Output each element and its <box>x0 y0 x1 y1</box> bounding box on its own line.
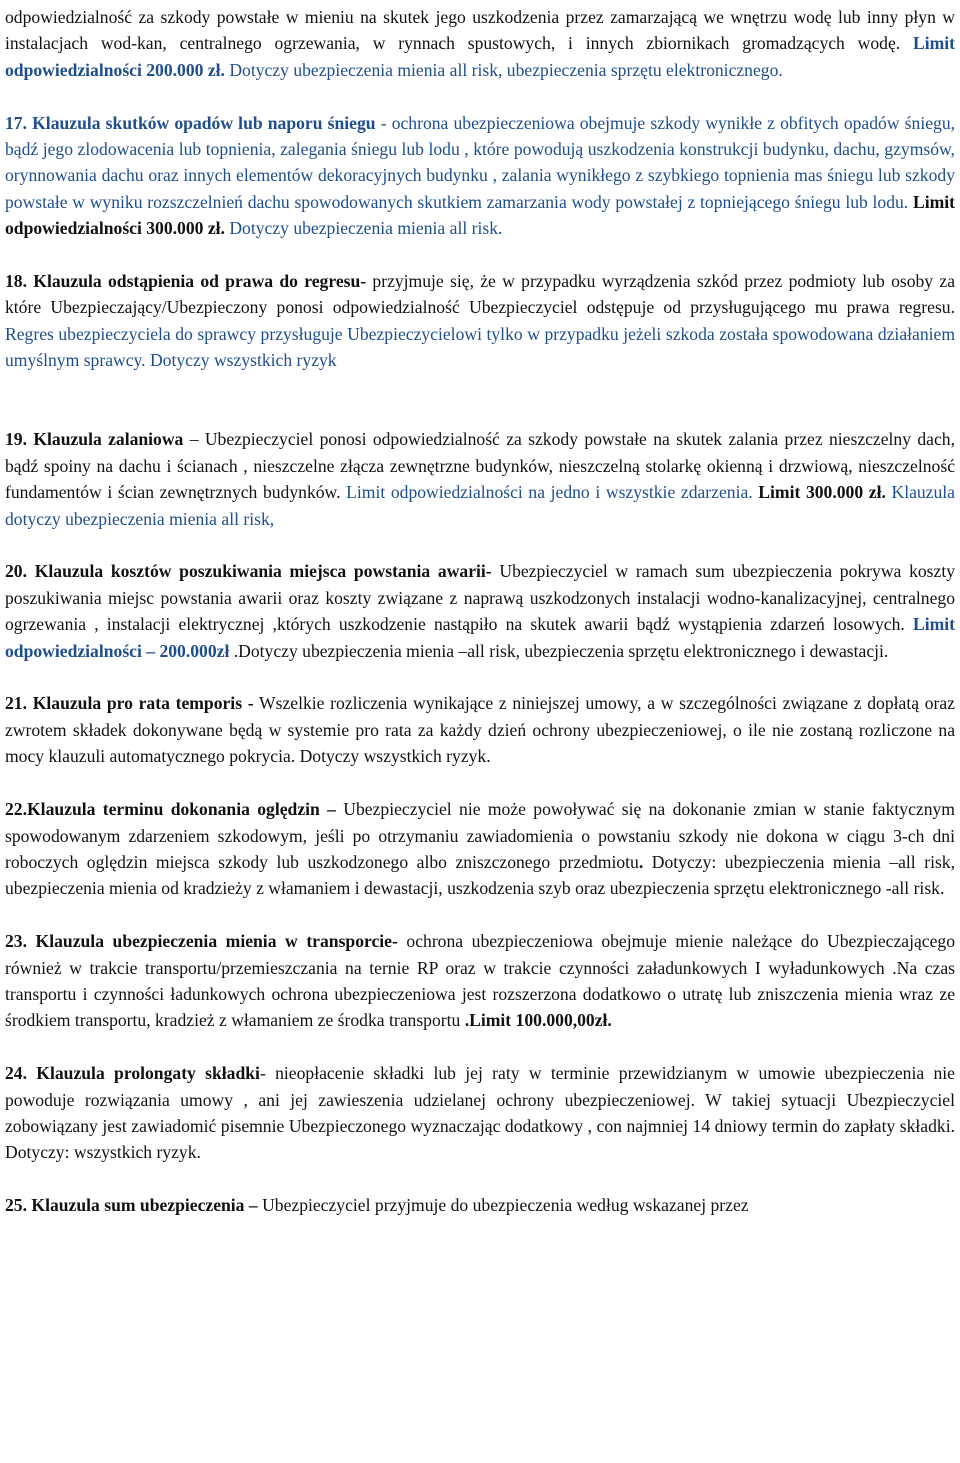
clause-25-text: Ubezpieczyciel przyjmuje do ubezpieczenia według wskazanej przez <box>257 1195 749 1216</box>
clause-19-limit-note: Limit odpowiedzialności na jedno i wszystkie zdarzenia. <box>346 482 759 503</box>
clause-17-text: - ochrona ubezpieczeniowa obejmuje szkody wynikłe z obfitych opadów śniegu, bądź jego zlodowacenia lub topnienia, zalegania śniegu lub lodu , które powodują uszkodzenia konstrukcji budynku, dachu, gzymsów, orynnowania dachu oraz innych elementów dekoracyjnych budynku , zalania wynikłego z szybkiego topnienia mas śniegu lub szkody powstałe w wyniku rozszczelnień dachu spowodowanych skutkiem zamarzania wody powstałej z topniejącego śniegu lub lodu. <box>5 112 956 212</box>
clause-20-limit: Limit odpowiedzialności – 200.000zł <box>5 614 955 661</box>
clause-18-text: przyjmuje się, że w przypadku wyrządzenia szkód przez podmioty lub osoby za które Ubezpieczający/Ubezpieczony ponosi odpowiedzialność Ubezpieczyciel odstępuje od przysługującego mu prawa regresu. <box>5 271 956 318</box>
document-page <box>5 4 955 1219</box>
clause-22-heading: 22.Klauzula terminu dokonania oględzin – <box>5 799 336 820</box>
clause-16-limit: Limit odpowiedzialności 200.000 zł. <box>5 33 955 80</box>
paragraph-clause-21 <box>5 690 955 769</box>
clause-23-limit: .Limit 100.000,00zł. <box>464 1010 612 1031</box>
clause-17-scope: Dotyczy ubezpieczenia mienia all risk. <box>224 218 503 239</box>
clause-21-text: Wszelkie rozliczenia wynikające z niniejszej umowy, a w szczególności związane z dopłatą oraz zwrotem składek dokonywane będą w systemie pro rata za każdy dzień ochrony ubezpieczeniowej, o ile nie zostaną rozliczone na mocy klauzuli automatycznego pokrycia. Dotyczy wszystkich ryzyk. <box>5 693 955 767</box>
clause-22-period: . <box>638 851 644 872</box>
clause-16-scope: Dotyczy ubezpieczenia mienia all risk, ubezpieczenia sprzętu elektronicznego. <box>224 59 783 80</box>
clause-19-text: – Ubezpieczyciel ponosi odpowiedzialność za szkody powstałe na skutek zalania przez nieszczelny dach, bądź spoiny na dachu i ścianach , nieszczelne złącza zewnętrzne budynków, nieszczelną stolarkę okienną i drzwiową, nieszczelność fundamentów i ścian zewnętrznych budynków. <box>5 429 955 503</box>
paragraph-clause-22 <box>5 796 955 902</box>
paragraph-clause-25 <box>5 1192 955 1218</box>
paragraph-clause-18 <box>5 268 955 374</box>
clause-18-heading: 18. Klauzula odstąpienia od prawa do regresu- <box>5 271 367 292</box>
clause-17-limit: Limit odpowiedzialności 300.000 zł. <box>5 191 955 239</box>
paragraph-clause-23 <box>5 928 955 1034</box>
clause-24-heading: 24. Klauzula prolongaty składki <box>5 1063 260 1084</box>
clause-19-limit: Limit 300.000 zł. <box>758 482 886 503</box>
clause-16-text: odpowiedzialność za szkody powstałe w mieniu na skutek jego uszkodzenia przez zamarzającą we wnętrzu wodę lub inny płyn w instalacjach wod-kan, centralnego ogrzewania, w rynnach spustowych, i innych zbiornikach gromadzących wodę. <box>5 7 955 54</box>
clause-24-text: - nieopłacenie składki lub jej raty w terminie przewidzianym w umowie ubezpieczenia nie powoduje rozwiązania umowy , ani jej zawieszenia udzielanej ochrony ubezpieczeniowej. W takiej sytuacji Ubezpieczyciel zobowiązany jest zawiadomić pisemnie Ubezpieczonego wyznaczając dodatkowy , con najmniej 14 dniowy termin do zapłaty składki. Dotyczy: wszystkich ryzyk. <box>5 1063 955 1163</box>
paragraph-clause-17 <box>5 110 955 242</box>
paragraph-clause-24 <box>5 1060 955 1166</box>
clause-17-heading: 17. Klauzula skutków opadów lub naporu śniegu <box>5 112 376 133</box>
clause-19-heading: 19. Klauzula zalaniowa <box>5 429 184 450</box>
paragraph-clause-20 <box>5 558 955 664</box>
clause-23-text: ochrona ubezpieczeniowa obejmuje mienie należące do Ubezpieczającego również w trakcie transportu/przemieszczania na ternie RP oraz w trakcie czynności załadunkowych I wyładunkowych .Na czas transportu i czynności ładunkowych ochrona ubezpieczeniowa jest rozszerzona dodatkowo o utratę lub zniszczenia mienia wraz ze środkiem transportu, kradzież z włamaniem ze środka transportu <box>5 931 955 1031</box>
paragraph-clause-16-continuation <box>5 4 955 83</box>
clause-20-text: Ubezpieczyciel w ramach sum ubezpieczenia pokrywa koszty poszukiwania miejsc powstania awarii oraz koszty związane z naprawą uszkodzonych instalacji wodno-kanalizacyjnej, centralnego ogrzewania , instalacji elektrycznej ,których uszkodzenie nastąpiło na skutek awarii bądź wystąpienia zdarzeń losowych. <box>5 561 956 635</box>
clause-22-scope: Dotyczy: ubezpieczenia mienia –all risk, ubezpieczenia mienia od kradzieży z włamaniem i dewastacji, uszkodzenia szyb oraz ubezpieczenia sprzętu elektronicznego -all risk. <box>5 851 955 899</box>
clause-23-heading: 23. Klauzula ubezpieczenia mienia w transporcie- <box>5 931 398 952</box>
clause-18-regres: Regres ubezpieczyciela do sprawcy przysługuje Ubezpieczycielowi tylko w przypadku jeżeli szkoda została spowodowana działaniem umyślnym sprawcy. Dotyczy wszystkich ryzyk <box>5 323 955 371</box>
paragraph-clause-19 <box>5 426 955 532</box>
clause-25-heading: 25. Klauzula sum ubezpieczenia – <box>5 1195 258 1216</box>
clause-20-heading: 20. Klauzula kosztów poszukiwania miejsca powstania awarii- <box>5 561 492 582</box>
clause-21-heading: 21. Klauzula pro rata temporis - <box>5 693 254 714</box>
clause-20-scope: .Dotyczy ubezpieczenia mienia –all risk, ubezpieczenia sprzętu elektronicznego i dewastacji. <box>229 640 889 661</box>
clause-19-scope: Klauzula dotyczy ubezpieczenia mienia all risk, <box>5 482 955 529</box>
clause-22-text: Ubezpieczyciel nie może powoływać się na dokonanie zmian w stanie faktycznym spowodowanym zdarzeniem szkodowym, jeśli po otrzymaniu zawiadomienia o powstaniu szkody nie dokona w ciągu 3-ch dni roboczych oględzin miejsca szkody lub uszkodzonego albo zniszczonego przedmiotu <box>5 799 955 872</box>
